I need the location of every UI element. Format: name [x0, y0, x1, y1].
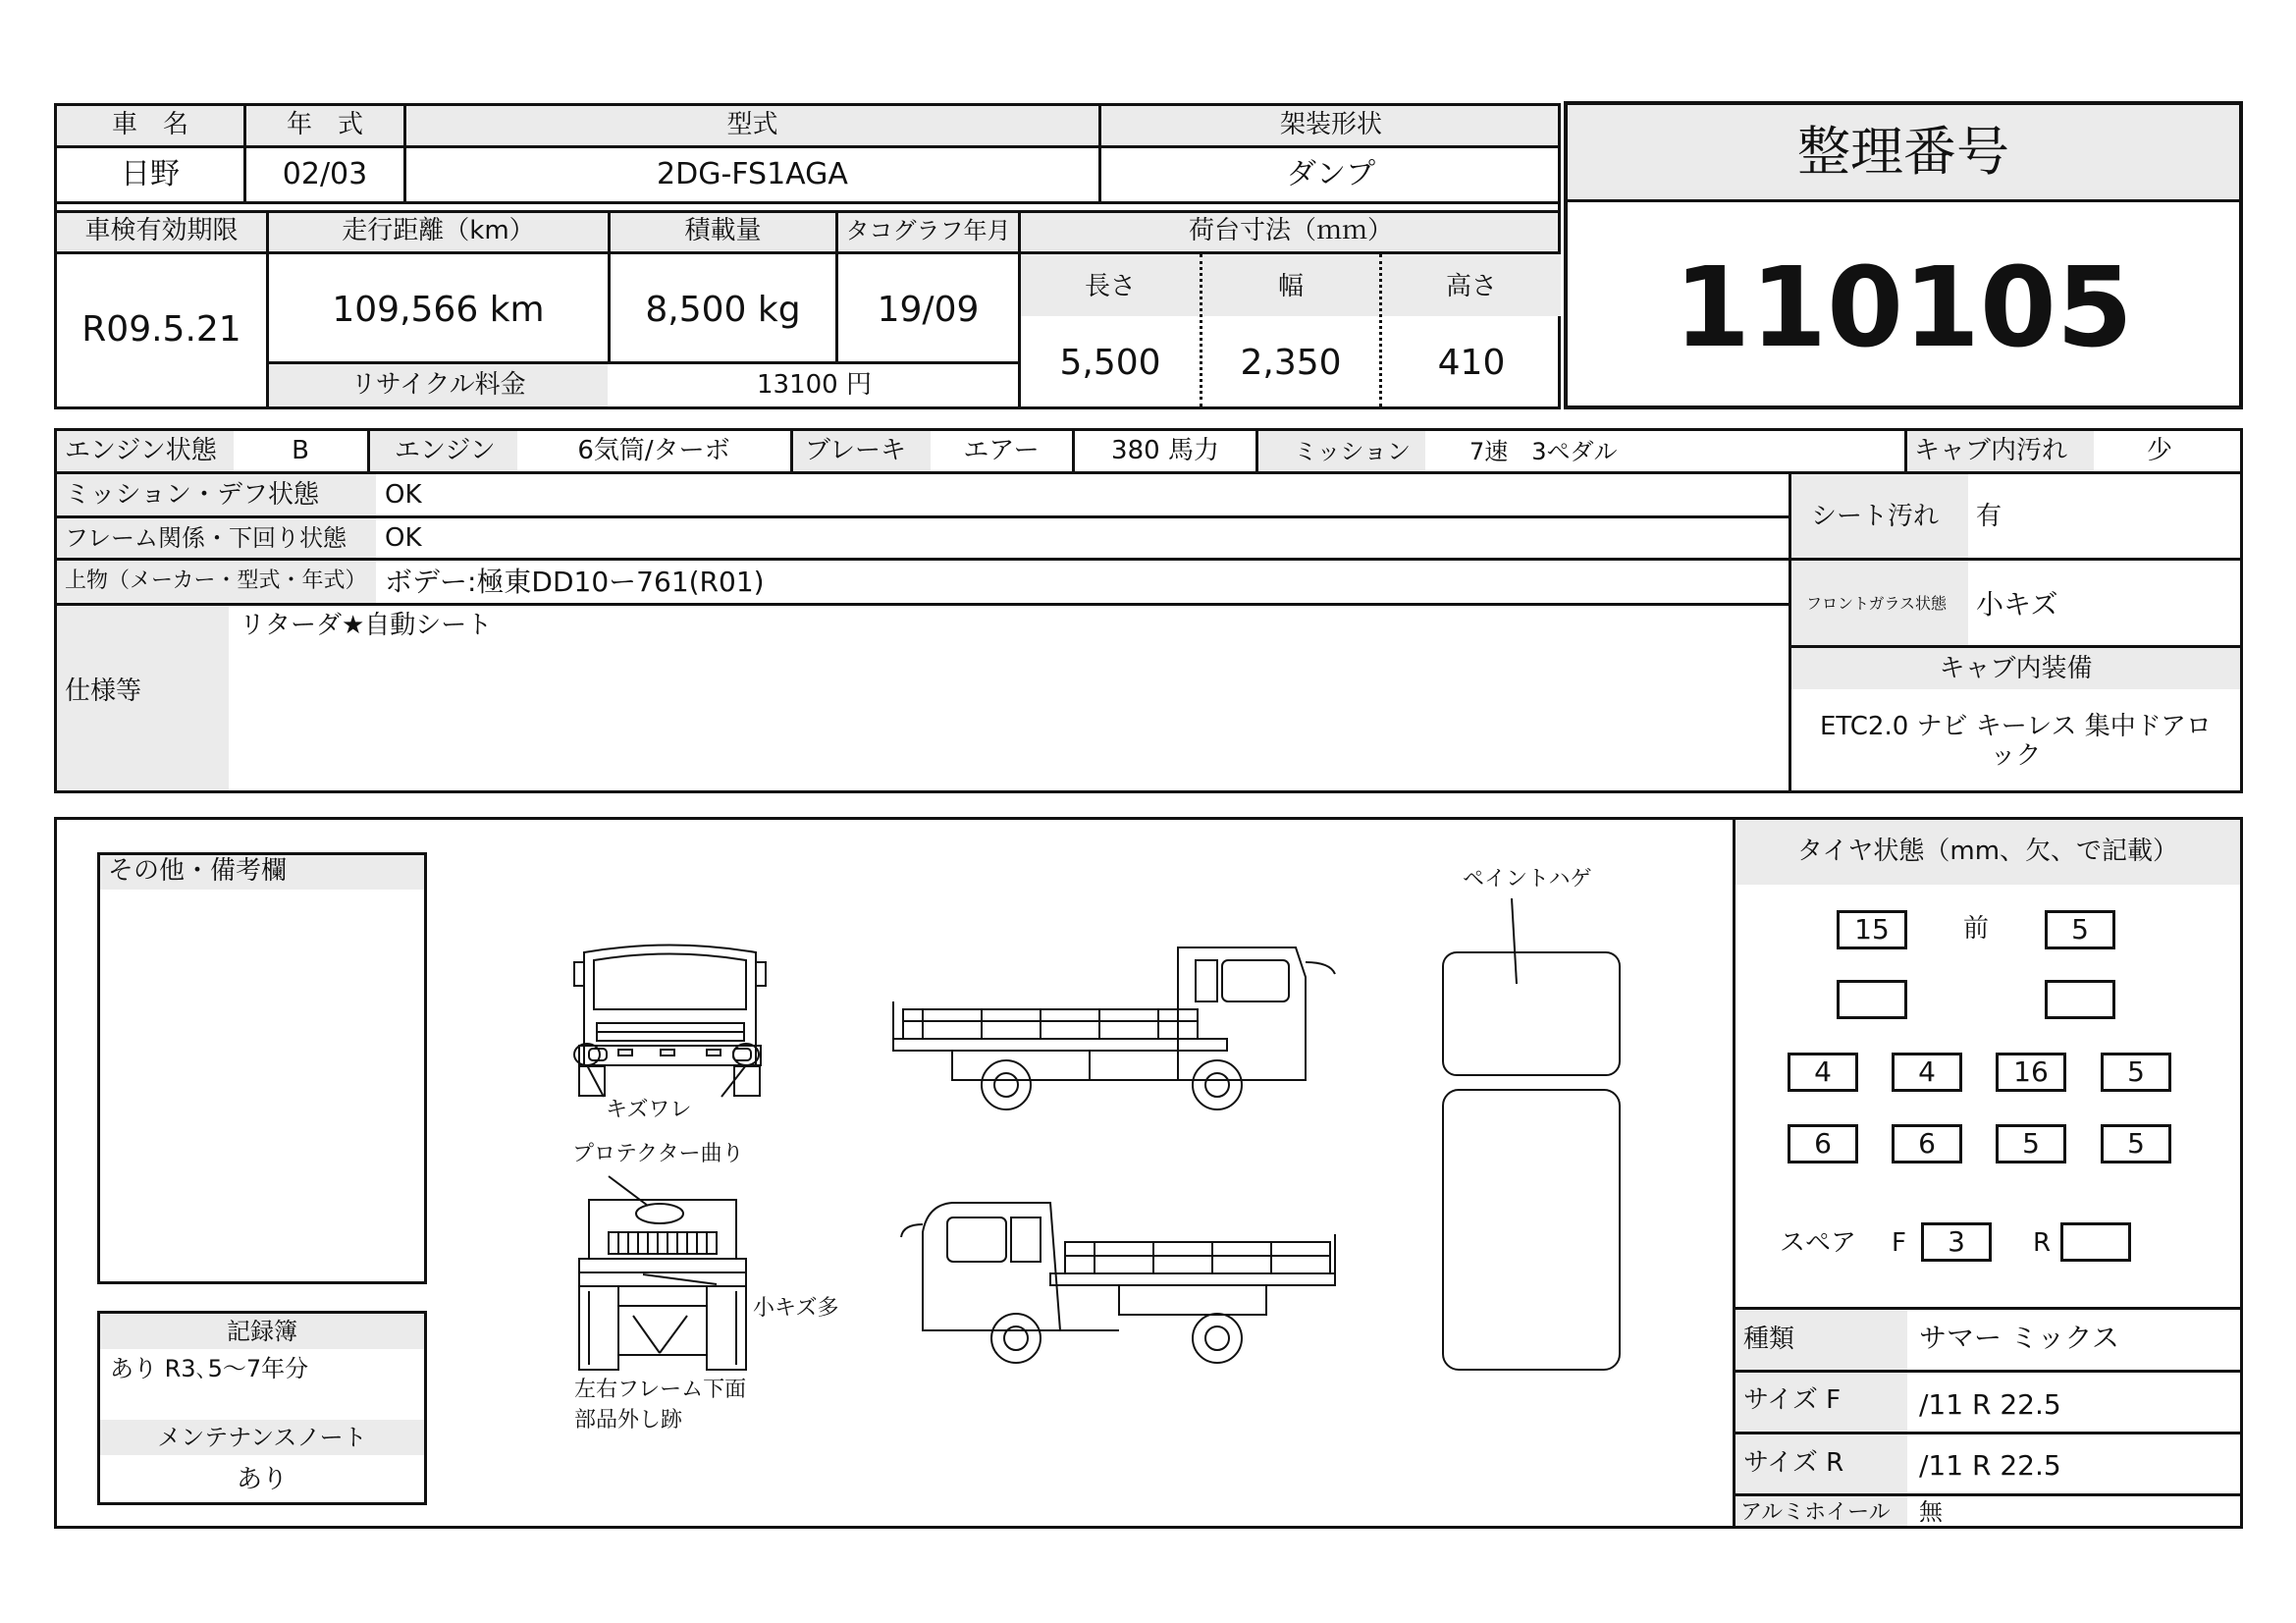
label-model: 型式: [726, 110, 778, 139]
value-mission-diff: OK: [385, 480, 422, 510]
spare-r-value: [2060, 1222, 2131, 1262]
tire-kind-label: 種類: [1743, 1325, 1795, 1354]
label-year: 年 式: [286, 110, 363, 139]
label-frame-under-1: 左右フレーム下面: [574, 1378, 747, 1402]
record-value: あり R3､5〜7年分: [110, 1355, 309, 1382]
label-tacho: タコグラフ年月: [845, 217, 1011, 244]
value-cab-equip-line2: ック: [1990, 741, 2042, 771]
value-spec: リターダ★自動シート: [240, 611, 493, 640]
label-inspection: 車検有効期限: [84, 216, 239, 245]
tire-rear2-1: 6: [1788, 1124, 1858, 1163]
label-windshield: フロントガラス状態: [1806, 594, 1948, 613]
tire-rear1-2: 4: [1892, 1053, 1962, 1092]
value-cab-dirt: 少: [2147, 436, 2173, 465]
tire-rear2-2: 6: [1892, 1124, 1962, 1163]
value-cab-equip-line1: ETC2.0 ナビ キーレス 集中ドアロ: [1819, 712, 2212, 741]
truck-side-view-left: [893, 1193, 1345, 1389]
tire-rear1-1: 4: [1788, 1053, 1858, 1092]
value-model: 2DG-FS1AGA: [657, 157, 848, 191]
maint-value: あり: [236, 1465, 288, 1494]
value-width: 2,350: [1240, 343, 1342, 383]
truck-side-view-right: [883, 933, 1335, 1129]
remarks-label: その他・備考欄: [108, 856, 288, 886]
tire-size-f-value: /11 R 22.5: [1919, 1388, 2061, 1421]
label-body: 上物（メーカー・型式・年式）: [65, 568, 367, 593]
value-recycle: 13100 円: [757, 370, 872, 400]
record-label: 記録簿: [227, 1318, 297, 1345]
truck-top-view: [1433, 874, 1629, 1384]
spare-f-value: 3: [1921, 1222, 1992, 1262]
maint-label: メンテナンスノート: [157, 1424, 367, 1451]
label-frame-under-2: 部品外し跡: [574, 1408, 683, 1433]
value-brake: エアー: [963, 436, 1040, 465]
tire-front-right: 5: [2045, 910, 2115, 949]
tire-kind-value: サマー ミックス: [1919, 1322, 2120, 1354]
label-frame: フレーム関係・下回り状態: [65, 524, 347, 552]
tire-size-r-value: /11 R 22.5: [1919, 1449, 2061, 1482]
tire-rear1-3: 16: [1996, 1053, 2066, 1092]
value-frame: OK: [385, 523, 422, 553]
value-load: 8,500 kg: [645, 290, 801, 330]
spare-label: スペア: [1780, 1228, 1857, 1258]
label-scratch-crack: キズワレ: [606, 1098, 692, 1122]
label-cab-dirt: キャブ内汚れ: [1914, 436, 2068, 465]
label-engine-state: エンジン状態: [65, 436, 217, 465]
label-car-name: 車 名: [111, 110, 188, 139]
label-protector-bent: プロテクター曲り: [572, 1142, 744, 1166]
ref-label: 整理番号: [1797, 121, 2009, 183]
label-mission: ミッション: [1294, 438, 1412, 465]
label-paint-peel: ペイントハゲ: [1463, 867, 1592, 892]
label-bed-dims: 荷台寸法（ｍｍ）: [1188, 216, 1393, 245]
label-mission-diff: ミッション・デフ状態: [65, 480, 319, 510]
value-tacho: 19/09: [877, 290, 980, 330]
value-engine: 6気筒/ターボ: [577, 436, 730, 465]
ref-number: 110105: [1674, 244, 2133, 372]
value-seat-dirt: 有: [1976, 502, 2002, 531]
tire-front-label: 前: [1963, 914, 1990, 944]
tire-rear1-4: 5: [2101, 1053, 2171, 1092]
value-body-type: ダンプ: [1286, 157, 1376, 191]
value-windshield: 小キズ: [1976, 588, 2058, 621]
value-height: 410: [1437, 343, 1506, 383]
label-load: 積載量: [684, 216, 762, 245]
tire-front-left: 15: [1837, 910, 1907, 949]
label-height: 高さ: [1445, 272, 1497, 301]
spare-r-label: R: [2033, 1228, 2052, 1258]
label-spec: 仕様等: [65, 676, 142, 706]
label-cab-equip: キャブ内装備: [1939, 654, 2093, 683]
alloy-value: 無: [1919, 1498, 1943, 1526]
value-body: ボデー:極東DD10ー761(R01): [385, 566, 765, 598]
value-inspection: R09.5.21: [81, 309, 241, 350]
value-length: 5,500: [1059, 343, 1161, 383]
tire-rear2-4: 5: [2101, 1124, 2171, 1163]
label-width: 幅: [1277, 272, 1304, 301]
label-recycle: リサイクル料金: [350, 370, 526, 400]
tire-rear2-3: 5: [1996, 1124, 2066, 1163]
value-year: 02/03: [282, 157, 368, 191]
alloy-label: アルミホイール: [1740, 1500, 1891, 1525]
value-car-name: 日野: [121, 157, 180, 191]
value-mission: 7速 3ペダル: [1469, 438, 1618, 465]
label-engine: エンジン: [395, 436, 496, 465]
tire-title: タイヤ状態（mm、欠、で記載）: [1796, 837, 2179, 866]
value-horsepower: 380 馬力: [1111, 436, 1219, 465]
tire-size-f-label: サイズ F: [1743, 1385, 1842, 1415]
label-brake: ブレーキ: [805, 436, 906, 465]
label-small-scratches: 小キズ多: [753, 1296, 839, 1321]
label-length: 長さ: [1084, 272, 1136, 301]
label-mileage: 走行距離（km）: [342, 216, 535, 245]
truck-rear-view: [550, 1178, 785, 1404]
remarks-box: [97, 852, 427, 1284]
tire-mid-left: [1837, 980, 1907, 1019]
value-mileage: 109,566 km: [332, 290, 545, 330]
label-body-type: 架装形状: [1279, 110, 1382, 139]
tire-mid-right: [2045, 980, 2115, 1019]
tire-size-r-label: サイズ R: [1743, 1448, 1844, 1478]
spare-f-label: F: [1892, 1228, 1906, 1258]
value-engine-state: B: [292, 436, 309, 465]
label-seat-dirt: シート汚れ: [1811, 502, 1940, 531]
